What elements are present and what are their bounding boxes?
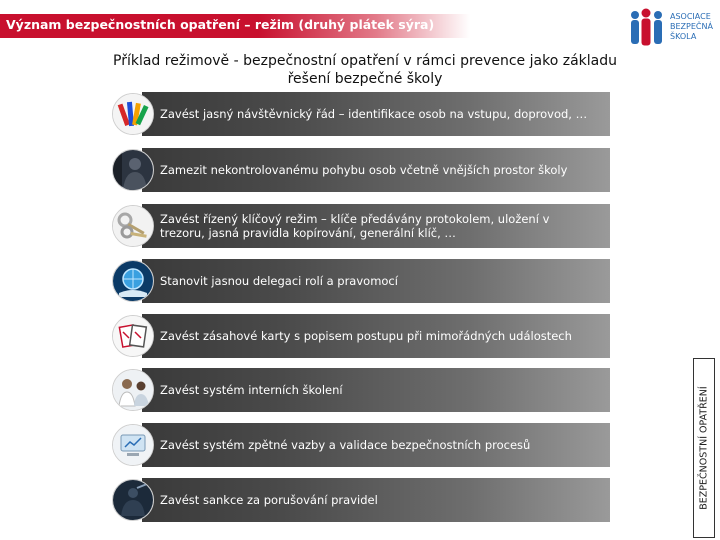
list-item <box>112 368 610 412</box>
item-text: Zavést sankce za porušování pravidel <box>160 493 378 507</box>
list-item <box>112 423 610 467</box>
item-text: Zavést řízený klíčový režim – klíče předávány protokolem, uložení v trezoru, jasná pravidla kopírování, generální klíč, … <box>160 212 550 240</box>
item-bar <box>142 423 610 467</box>
training-icon <box>112 369 154 411</box>
item-text: Zavést jasný návštěvnický řád – identifikace osob na vstupu, doprovod, … <box>160 107 588 121</box>
globe-hand-icon <box>112 260 154 302</box>
association-logo <box>628 6 716 50</box>
logo-line-2: BEZPEČNÁ <box>670 22 713 31</box>
sanction-icon <box>112 479 154 521</box>
item-bar <box>142 314 610 358</box>
side-label: BEZPEČNOSTNÍ OPATŘENÍ <box>698 386 710 510</box>
intruder-icon <box>112 149 154 191</box>
item-bar <box>142 259 610 303</box>
cards-icon <box>112 315 154 357</box>
item-text: Zavést systém zpětné vazby a validace bezpečnostních procesů <box>160 438 531 452</box>
item-bar <box>142 92 610 136</box>
list-item <box>112 204 610 248</box>
people-logo-icon <box>628 6 670 50</box>
list-item <box>112 478 610 522</box>
item-text: Stanovit jasnou delegaci rolí a pravomocí <box>160 274 398 288</box>
list-item <box>112 314 610 358</box>
crayons-icon <box>112 93 154 135</box>
side-label-box <box>693 358 715 538</box>
list-item <box>112 92 610 136</box>
logo-text <box>670 12 713 42</box>
page-title: Příklad režimově - bezpečnostní opatření v rámci prevence jako základu řešení bezpečné školy <box>113 53 617 87</box>
list-item <box>112 259 610 303</box>
item-bar <box>142 368 610 412</box>
item-text: Zavést systém interních školení <box>160 383 343 397</box>
item-bar <box>142 148 610 192</box>
item-bar <box>142 478 610 522</box>
logo-line-3: ŠKOLA <box>670 32 697 41</box>
header-bar <box>0 14 470 38</box>
item-bar <box>142 204 610 248</box>
item-text: Zavést zásahové karty s popisem postupu při mimořádných událostech <box>160 329 572 343</box>
feedback-icon <box>112 424 154 466</box>
item-text: Zamezit nekontrolovanému pohybu osob včetně vnějších prostor školy <box>160 163 568 177</box>
list-item <box>112 148 610 192</box>
keys-icon <box>112 205 154 247</box>
logo-line-1: ASOCIACE <box>670 12 711 21</box>
breadcrumb: Význam bezpečnostních opatření – režim (druhý plátek sýra) <box>6 17 435 32</box>
